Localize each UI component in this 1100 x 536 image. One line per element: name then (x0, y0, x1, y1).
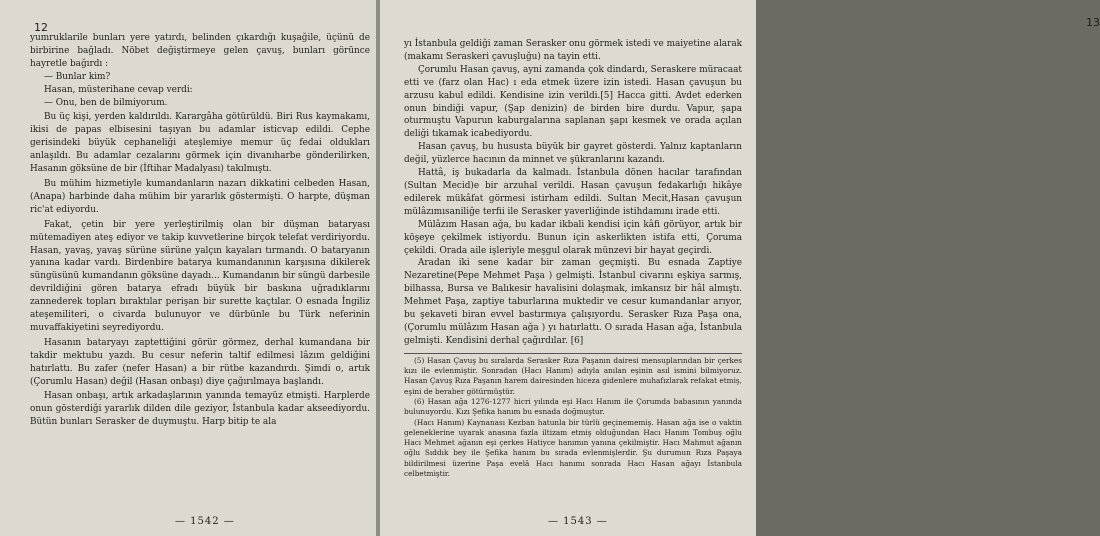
paragraph: Hasanın bataryayı zaptettiğini görür görmez, derhal kumandana bir takdir mektubu yazdı. Bu cesur neferin taltif edilmesi lâzım geldiğini hatırlattı. Bu zafer (nefer Hasan) a bir rütbe kazandırdı. Şimdi o, artık (Çorumlu Hasan) değil (Hasan onbaşı) diye çağırılmaya başlandı. (30, 337, 370, 387)
page-number: 12 (34, 21, 48, 34)
left-page-body (30, 32, 370, 429)
paragraph: Mülâzım Hasan ağa, bu kadar ikbali kendisi için kâfi görüyor, artık bir köşeye çekilmek istiyordu. Bunun için askerlikten istifa etti, Çoruma çekildi. Orada aile işleriyle meşgul olarak münzevi bir hayat geçirdi. (404, 219, 742, 256)
page-number: 13 (1086, 16, 1100, 29)
footnote: (6) Hasan ağa 1276-1277 hicri yılında eşi Hacı Hanım ile Çorumda babasının yanında bulunuyordu. Kızı Şefika hanım bu esnada doğmuştur. (404, 396, 742, 417)
paragraph: Fakat, çetin bir yere yerleştirilmiş olan bir düşman bataryası mütemadiyen ateş ediyor ve takip kuvvetlerine birçok telefat verdiriyordu. Hasan, yavaş, yavaş sürüne sürüne yalçın kayaları tırmandı. O bataryanın yanına kadar vardı. Birdenbire batarya kumandanının karşısına dikilerek süngüsünü kumandanın göksüne dayadı... Kumandanın bir süngü darbesile devrildiğini gören batarya efradı büyük bir baskına uğradıklarını zannederek topları bıraktılar perişan bir surette kaçtılar. O esnada İngiliz ateşemiliteri, o civarda bulunuyor ve dürbünle bu Türk neferinin muvaffakiyetini seyrediyordu. (30, 219, 370, 333)
dialogue-line: — Onu, ben de bilmiyorum. (44, 97, 168, 108)
footnotes (404, 353, 742, 480)
page-footer: — 1542 — (175, 516, 235, 527)
paragraph: Hasan çavuş, bu hususta büyük bir gayret gösterdi. Yalnız kaptanların değil, yüzlerce hacının da minnet ve şükranlarını kazandı. (404, 142, 742, 166)
paragraph: yı İstanbula geldiği zaman Serasker onu görmek istedi ve maiyetine alarak (makamı Seraskeri çavuşluğu) na tayin etti. (404, 39, 742, 62)
paragraph: Hasan, müsterihane cevap verdi: (44, 84, 193, 95)
dialogue-line: — Bunlar kim? (44, 71, 111, 82)
paragraph: Hattâ, iş bukadarla da kalmadı. İstanbula dönen hacılar tarafından (Sultan Mecid)e bir arzuhal verildi. Hasan çavuşun fedakarlığı hikâye edilerek mükâfat görmesi istirham edildi. Sultan Mecit,Hasan çavuşun mülâzımısaniliğe terfii ile Serasker yaverliğinde istihdamını irade etti. (404, 168, 742, 217)
right-page (378, 0, 1100, 536)
book-gutter (376, 0, 380, 536)
footnote: (Hacı Hanım) Kaynanası Kezban hatunla bir türlü geçinememiş. Hasan ağa ise o vaktin geleneklerine uyarak anasına fazla iltizam etmiş olduğundan Hacı Hanım Tombuş oğlu Hacı Mehmet ağanın eşi çerkes Hatiyce hanımın yanına çekilmiştir. Hacı Mahmut ağanın oğlu Sıddık bey ile Şefika hanım bu sırada evlenmişlerdir. Şu durumun Rıza Paşaya bildirilmesi üzerine Paşa evelâ Hacı hanımı sonrada Hacı Hasan ağayı İstanbula celbetmiştir. (404, 417, 742, 479)
paragraph: Çorumlu Hasan çavuş, ayni zamanda çok dindardı, Seraskere müracaat etti ve (farz olan Hac) ı eda etmek üzere izin istedi. Hasan çavuşun bu arzusu kabul edildi. Kendisine izin verildi.[5] Hacca gitti. Avdet ederken onun bindiği vapur, (Şap denizin) de birden bire durdu. Vapur, şapa oturmuştu Vapurun kaburgalarına saplanan şapı kesmek ve orada açılan deliği tıkamak icabediyordu. (404, 64, 742, 140)
left-page (0, 0, 378, 536)
right-page-body (404, 38, 742, 348)
paragraph: Hasan onbaşı, artık arkadaşlarının yanında temayüz etmişti. Harplerde onun gösterdiği yararlık dilden dile geziyor, İstanbula kadar akseediyordu. Bütün bunları Serasker de duymuştu. Harp bitip te ala (30, 391, 370, 428)
paragraph: yumruklarile bunları yere yatırdı, belinden çıkardığı kuşağile, üçünü de birbirine bağladı. Nöbet değiştirmeye gelen çavuş, bunları görünce hayretle bağırdı : (30, 33, 370, 69)
paragraph: Aradan iki sene kadar bir zaman geçmişti. Bu esnada Zaptiye Nezaretine(Pepe Mehmet Paşa ) gelmişti. İstanbul civarını eşkiya sarmış, bilhassa, Bursa ve Balıkesir havalisini dolaşmak, imkansız bir hâl almıştı. Mehmet Paşa, zaptiye taburlarına muktedir ve cesur kumandanlar arıyor, bu şekaveti biran evvel bastırmıya çalışıyordu. Serasker Rıza Paşa ona, (Çorumlu mülâzım Hasan ağa ) yı hatırlattı. O sırada Hasan ağa, İstanbula gelmişti. Kendisini derhal çağırdılar. [6] (404, 258, 742, 346)
paragraph: Bu üç kişi, yerden kaldırıldı. Karargâha götürüldü. Biri Rus kaymakamı, ikisi de papas elbisesini taşıyan bu adamlar isticvap edildi. Cephe gerisindeki büyük cephaneliği ateşlemiye memur üç fedai oldukları anlaşıldı. Bu adamlar cezalarını görmek için divanıharbe gönderilirken, Hasanın göksüne de bir (İftihar Madalyası) takılmıştı. (30, 112, 370, 175)
page-footer: — 1543 — (548, 516, 608, 527)
footnote: (5) Hasan Çavuş bu sıralarda Serasker Rıza Paşanın dairesi mensuplarından bir çerkes kızı ile evlenmiştir. Sonradan (Hacı Hanım) adıyla anılan eşinin asıl ismini bilmiyoruz. Hasan Çavuş Rıza Paşanın harem dairesinden hiceza gidenlere muhafızlarak refakat etmiş, eşini de beraber götürmüştür. (404, 355, 742, 396)
paragraph: Bu mühim hizmetiyle kumandanların nazarı dikkatini celbeden Hasan, (Anapa) harbinde daha mühim bir yararlık göstermişti. O harpte, düşman ric'at ediyordu. (30, 178, 370, 215)
